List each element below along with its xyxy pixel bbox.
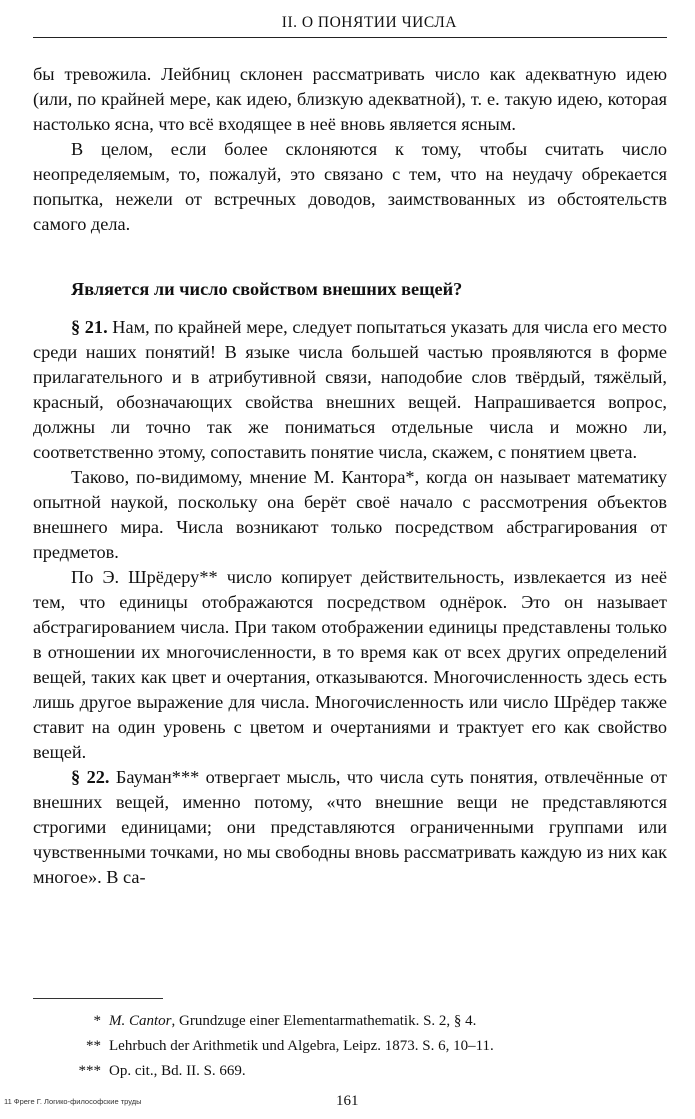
- paragraph-section-22: [33, 765, 667, 890]
- paragraph-section-21: [33, 315, 667, 465]
- footnote-rule: [33, 998, 163, 999]
- footnote: [33, 1059, 667, 1084]
- section-number: § 22.: [71, 767, 110, 787]
- footnote: [33, 1009, 667, 1034]
- page-number: 161: [336, 1093, 359, 1109]
- header-rule: [33, 37, 667, 38]
- footnote-mark: *: [93, 1013, 101, 1029]
- paragraph: Таково, по-видимому, мнение М. Кантора*, когда он называет математику опытной наукой, поскольку она берёт своё начало с рассмотрения объектов внешнего мира. Числа возникают только посредством абстрагирования от предметов.: [33, 467, 667, 562]
- footnote: [33, 1034, 667, 1059]
- footnote-text: Op. cit., Bd. II. S. 669.: [109, 1063, 246, 1079]
- paragraph: В целом, если более склоняются к тому, чтобы считать число неопределяемым, то, пожалуй, это связано с тем, что на неудачу обрекается попытка, нежели от встречных доводов, заимствованных из обстоятельств самого дела.: [33, 139, 667, 234]
- paragraph-text: Бауман*** отвергает мысль, что числа суть понятия, отвлечённые от внешних вещей, именно потому, «что внешние вещи не представляются строгими единицами; они представляются ограниченными группами или чувственными точками, но мы свободны вновь рассматривать каждую из них как многое». В са-: [33, 767, 667, 887]
- footnote-text: Lehrbuch der Arithmetik und Algebra, Leipz. 1873. S. 6, 10–11.: [109, 1038, 494, 1054]
- section-number: § 21.: [71, 317, 108, 337]
- section-heading: Является ли число свойством внешних вещей?: [71, 279, 463, 299]
- signature-mark: 11 Фреге Г. Логико-философские труды: [4, 1097, 142, 1106]
- paragraph-text: Нам, по крайней мере, следует попытаться указать для числа его место среди наших понятий! В языке числа большей частью проявляются в форме прилагательного и в атрибутивной связи, наподобие слов твёрдый, тяжёлый, красный, обозначающих свойства внешних вещей. Напрашивается вопрос, должны ли точно так же пониматься отдельные числа и можно ли, соответственно этому, сопоставить понятие числа, скажем, с понятием цвета.: [33, 317, 668, 462]
- paragraph: бы тревожила. Лейбниц склонен рассматривать число как адекватную идею (или, по крайней мере, как идею, близкую адекватной), т. е. такую идею, которая настолько ясна, что всё входящее в неё вновь является ясным.: [33, 64, 667, 134]
- footnote-mark: **: [86, 1038, 101, 1054]
- footnote-mark: ***: [78, 1063, 101, 1079]
- running-head: II. О ПОНЯТИИ ЧИСЛА: [281, 14, 457, 31]
- footnotes: [33, 1009, 667, 1084]
- footnote-author: M. Cantor: [109, 1013, 172, 1029]
- paragraph: По Э. Шрёдеру** число копирует действительность, извлекается из неё тем, что единицы отображаются посредством однёрок. Это он называет абстрагированием числа. При таком отображении единицы представлены только в отношении их многочисленности, в то время как от всех других определений вещей, таких как цвет и очертания, отказываются. Многочисленность здесь есть лишь другое выражение для числа. Многочисленность или число Шрёдер также ставит на один уровень с цветом и очертаниями и трактует его как свойство вещей.: [33, 567, 667, 762]
- footnote-text: , Grundzuge einer Elementarmathematik. S. 2, § 4.: [171, 1013, 477, 1029]
- main-text: [33, 62, 667, 890]
